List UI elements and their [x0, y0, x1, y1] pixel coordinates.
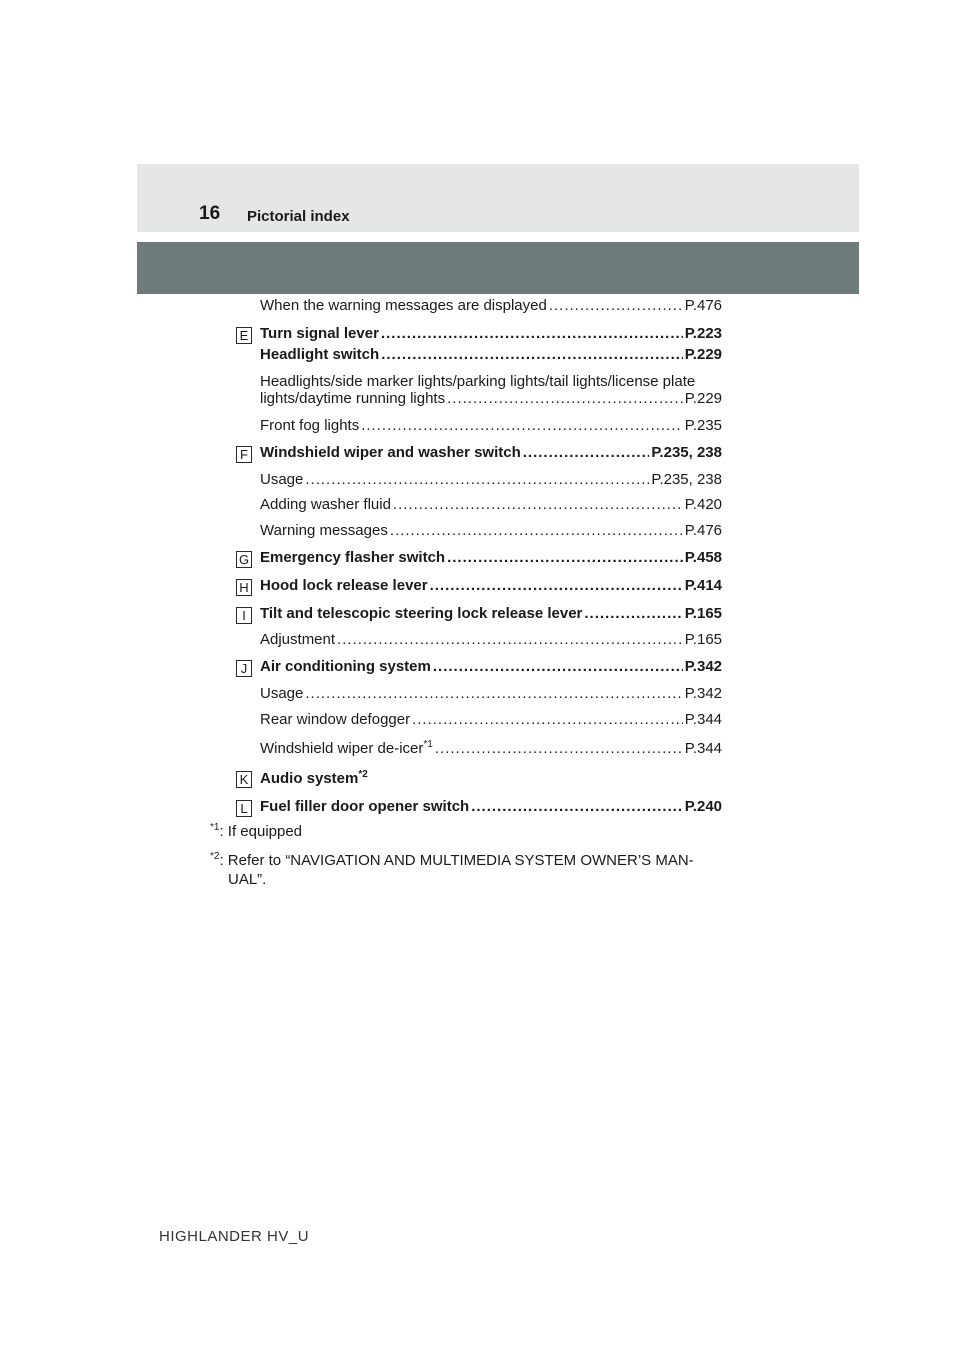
dot-leader [471, 798, 683, 815]
entry-label: Emergency flasher switch [260, 549, 446, 566]
index-entry-warning-messages-displayed[interactable] [260, 297, 722, 319]
entry-page[interactable]: P.342 [684, 658, 722, 675]
entry-page[interactable]: P.229 [684, 390, 722, 407]
index-entry-audio-system[interactable] [260, 769, 368, 787]
dot-leader [305, 685, 682, 702]
dot-leader [361, 417, 683, 434]
entry-label: Fuel filler door opener switch [260, 798, 470, 815]
index-entry-wiper-de-icer[interactable] [260, 740, 722, 762]
entry-label: Windshield wiper and washer switch [260, 444, 521, 461]
dot-leader [435, 740, 683, 757]
index-entry-daytime-running-lights[interactable] [260, 390, 722, 412]
entry-label: When the warning messages are displayed [260, 297, 547, 314]
index-entry-usage-ac[interactable] [260, 685, 722, 707]
badge-k: K [236, 771, 252, 788]
entry-label: Usage [260, 685, 304, 702]
entry-page[interactable]: P.240 [684, 798, 722, 815]
entry-label: Adjustment [260, 631, 336, 648]
entry-label: Rear window defogger [260, 711, 411, 728]
page-number: 16 [199, 203, 221, 224]
entry-label [260, 740, 433, 757]
dot-leader [523, 444, 650, 461]
footnote-2 [210, 852, 694, 869]
dot-leader [305, 471, 649, 488]
index-entry-tilt-telescopic-lever[interactable] [260, 605, 722, 627]
entry-page[interactable]: P.476 [684, 522, 722, 539]
dot-leader [430, 577, 683, 594]
entry-label: lights/daytime running lights [260, 390, 446, 407]
entry-page[interactable]: P.223 [684, 325, 722, 342]
dot-leader [447, 549, 683, 566]
dot-leader [447, 390, 683, 407]
footnote-mark: *1 [423, 739, 433, 750]
section-title: Pictorial index [247, 208, 350, 225]
dot-leader [381, 325, 683, 342]
index-entry-air-conditioning-system[interactable] [260, 658, 722, 680]
entry-label: Front fog lights [260, 417, 360, 434]
entry-page[interactable]: P.344 [684, 740, 722, 757]
dot-leader [584, 605, 682, 622]
badge-i: I [236, 607, 252, 624]
dot-leader [433, 658, 683, 675]
entry-page[interactable]: P.476 [684, 297, 722, 314]
header-bar [137, 242, 859, 294]
entry-page[interactable]: P.458 [684, 549, 722, 566]
index-entry-adding-washer-fluid[interactable] [260, 496, 722, 518]
index-entry-usage[interactable] [260, 471, 722, 493]
entry-label: Audio system [260, 770, 359, 787]
footnote-mark: *2 [358, 769, 368, 780]
entry-label: Hood lock release lever [260, 577, 428, 594]
badge-h: H [236, 579, 252, 596]
entry-label: Tilt and telescopic steering lock release lever [260, 605, 583, 622]
badge-e: E [236, 327, 252, 344]
index-entry-fuel-filler-door-opener[interactable] [260, 798, 722, 820]
badge-j: J [236, 660, 252, 677]
entry-page[interactable]: P.235 [684, 417, 722, 434]
entry-page[interactable]: P.165 [684, 605, 722, 622]
dot-leader [393, 496, 683, 513]
dot-leader [549, 297, 683, 314]
entry-page[interactable]: P.229 [684, 346, 722, 363]
entry-page[interactable]: P.235, 238 [651, 471, 722, 488]
badge-l: L [236, 800, 252, 817]
dot-leader [390, 522, 683, 539]
entry-label: Warning messages [260, 522, 388, 539]
index-entry-adjustment[interactable] [260, 631, 722, 653]
entry-label: Headlight switch [260, 346, 380, 363]
entry-page[interactable]: P.420 [684, 496, 722, 513]
entry-label: Usage [260, 471, 304, 488]
dot-leader [381, 346, 683, 363]
badge-f: F [236, 446, 252, 463]
footnote-2-line2: UAL”. [228, 871, 267, 888]
footnote-mark: *2 [210, 851, 220, 862]
footnote-text: : Refer to “NAVIGATION AND MULTIMEDIA SYSTEM OWNER’S MAN- [219, 852, 694, 869]
index-entry-wiper-washer-switch[interactable] [260, 444, 722, 466]
index-entry-turn-signal-lever[interactable] [260, 325, 722, 347]
entry-page[interactable]: P.165 [684, 631, 722, 648]
dot-leader [337, 631, 683, 648]
entry-page[interactable]: P.414 [684, 577, 722, 594]
header-band [137, 164, 859, 232]
footnote-mark: *1 [210, 822, 220, 833]
index-entry-headlight-switch[interactable] [260, 346, 722, 368]
footnote-text: : If equipped [219, 823, 303, 840]
index-entry-warning-messages[interactable] [260, 522, 722, 544]
entry-label: Turn signal lever [260, 325, 379, 342]
index-entry-hood-lock-release-lever[interactable] [260, 577, 722, 599]
badge-g: G [236, 551, 252, 568]
entry-page[interactable]: P.235, 238 [651, 444, 722, 461]
dot-leader [412, 711, 683, 728]
index-entry-rear-window-defogger[interactable] [260, 711, 722, 733]
entry-label-text: Windshield wiper de-icer [260, 740, 424, 757]
entry-label: Adding washer fluid [260, 496, 391, 513]
index-entry-emergency-flasher-switch[interactable] [260, 549, 722, 571]
index-entry-front-fog-lights[interactable] [260, 417, 722, 439]
entry-page[interactable]: P.342 [684, 685, 722, 702]
entry-label-line1: Headlights/side marker lights/parking lights/tail lights/license plate [260, 373, 696, 390]
entry-label: Air conditioning system [260, 658, 431, 675]
entry-page[interactable]: P.344 [684, 711, 722, 728]
footer-model: HIGHLANDER HV_U [159, 1228, 310, 1245]
footnote-1 [210, 823, 302, 840]
